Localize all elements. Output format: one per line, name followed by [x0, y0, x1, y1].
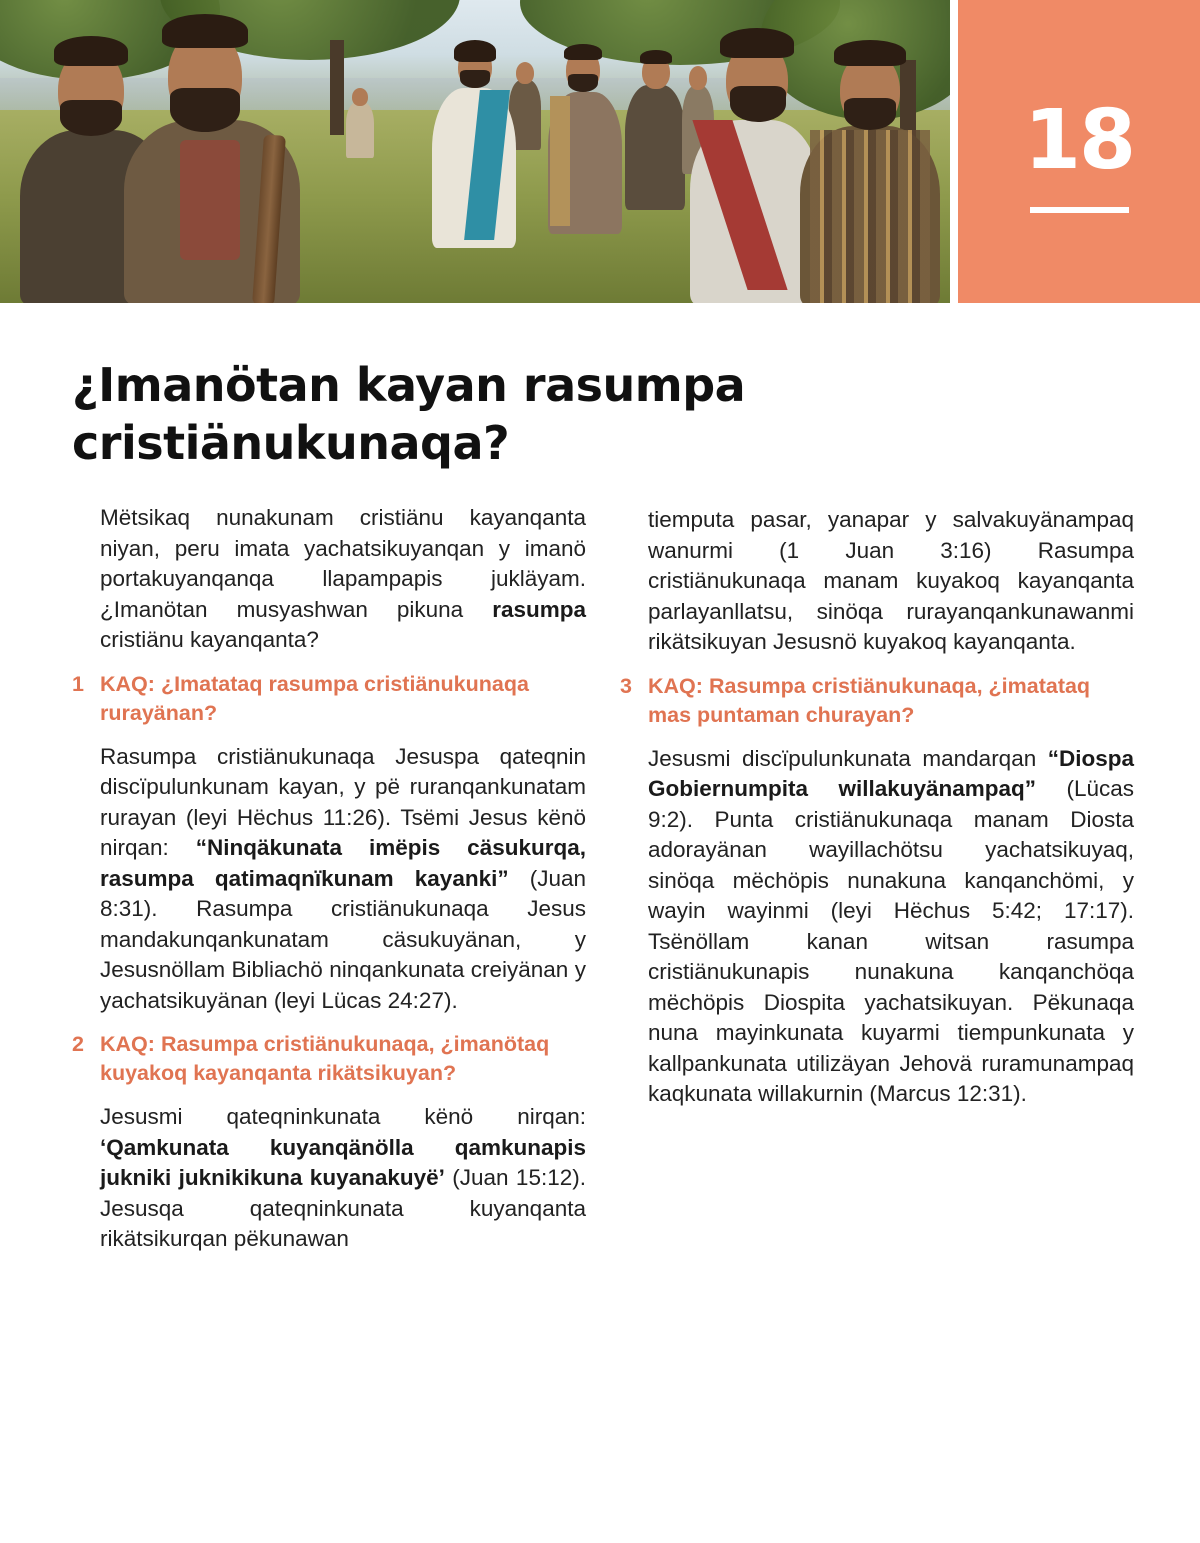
answer-3: [648, 744, 1134, 1110]
page-title: ¿Imanötan kayan rasumpa cristiänukunaqa?: [72, 358, 746, 470]
question-lead: KAQ:: [100, 1032, 155, 1056]
intro-paragraph: [100, 503, 586, 656]
answer-2: [100, 1102, 586, 1255]
answer-2-continued: tiemputa pasar, yanapar y salvakuyänampaq wanurmi (1 Juan 3:16) Rasumpa cristiänukunaqa manam kuyakoq kayanqanta parlayanllatsu, sinöqa rurayanqankunawanmi rikätsikuyan Jesusnö kuyakoq kayanqanta.: [648, 507, 1134, 654]
intro-bold: rasumpa: [492, 596, 586, 622]
question-number: 2: [72, 1032, 84, 1056]
answer-text-cont: (Lücas 9:2). Punta cristiänukunaqa manam Diosta adorayänan wayillachötsu yachatsikuyaq, sinöqa mëchöpis nunakuna kanqanchömi, y wayin wayinmi (leyi Hëchus 5:42; 17:17). Tsënöllam kanan witsan rasumpa cristiänukunapis nunakuna kanqanchöqa mëchöpis Diospita yachatsikuyan. Pëkunaqa nuna mayinkunata kuyarmi tiempunkunata y kallpankunata utilizäyan Jehovä ruramunampaq kaqkunata willakurnin (Marcus 12:31).: [648, 776, 1134, 1106]
answer-text: Rasumpa cristiänukunaqa Jesuspa qateqnin discïpulunkunam kayan, y pë ruranqankunatam rurayan (leyi Hëchus 11:26). Tsëmi Jesus kënö nirqan:: [100, 743, 586, 860]
answer-text-cont: (Juan 8:31). Rasumpa cristiänukunaqa Jesus mandakunqankunatam cäsukuyänan, y Jesusnöllam Bibliachö ninqankunata creiyänan y yachatsikuyänan (leyi Lücas 24:27).: [100, 865, 586, 1013]
question-3: [620, 672, 1134, 730]
question-text: ¿Imatataq rasumpa cristiänukunaqa rurayänan?: [100, 671, 529, 725]
intro-text-end: cristiänu kayanqanta?: [100, 627, 319, 652]
hero-image: [0, 0, 950, 303]
question-number: 3: [620, 673, 632, 698]
chapter-rule: [1030, 207, 1129, 213]
answer-text: Jesusmi discïpulunkunata mandarqan: [648, 745, 1048, 771]
question-2: [72, 1030, 586, 1088]
answer-1: [100, 742, 586, 1017]
question-text: Rasumpa cristiänukunaqa, ¿imanötaq kuyakoq kayanqanta rikätsikuyan?: [100, 1032, 550, 1085]
left-column: [72, 503, 586, 1255]
chapter-number: 18: [1023, 93, 1135, 188]
answer-text: Jesusmi qateqninkunata kënö nirqan:: [100, 1104, 586, 1129]
question-number: 1: [72, 671, 84, 696]
question-text: Rasumpa cristiänukunaqa, ¿imatataq mas puntaman churayan?: [648, 673, 1091, 727]
question-1: [72, 670, 586, 728]
chapter-badge: [958, 0, 1200, 303]
question-lead: KAQ:: [100, 671, 155, 696]
answer-quote: ‘Qamkunata kuyanqänölla qamkunapis jukniki juknikikuna kuyanakuyë’: [100, 1134, 586, 1190]
right-column: [620, 505, 1134, 1110]
answer-quote: “Ninqäkunata imëpis cäsukurqa, rasumpa qatimaqnïkunam kayanki”: [100, 835, 586, 891]
answer-text-cont: (Juan 15:12). Jesusqa qateqninkunata kuyanqanta rikätsikurqan pëkunawan: [100, 1165, 586, 1251]
answer-quote: “Diospa Gobiernumpita willakuyänampaq”: [648, 745, 1134, 801]
intro-text-start: Mëtsikaq nunakunam cristiänu kayanqanta niyan, peru imata yachatsikuyanqan y imanö portakuyanqanqa llapampapis jukläyam. ¿Imanötan musyashwan pikuna: [100, 505, 586, 622]
question-lead: KAQ:: [648, 673, 703, 698]
